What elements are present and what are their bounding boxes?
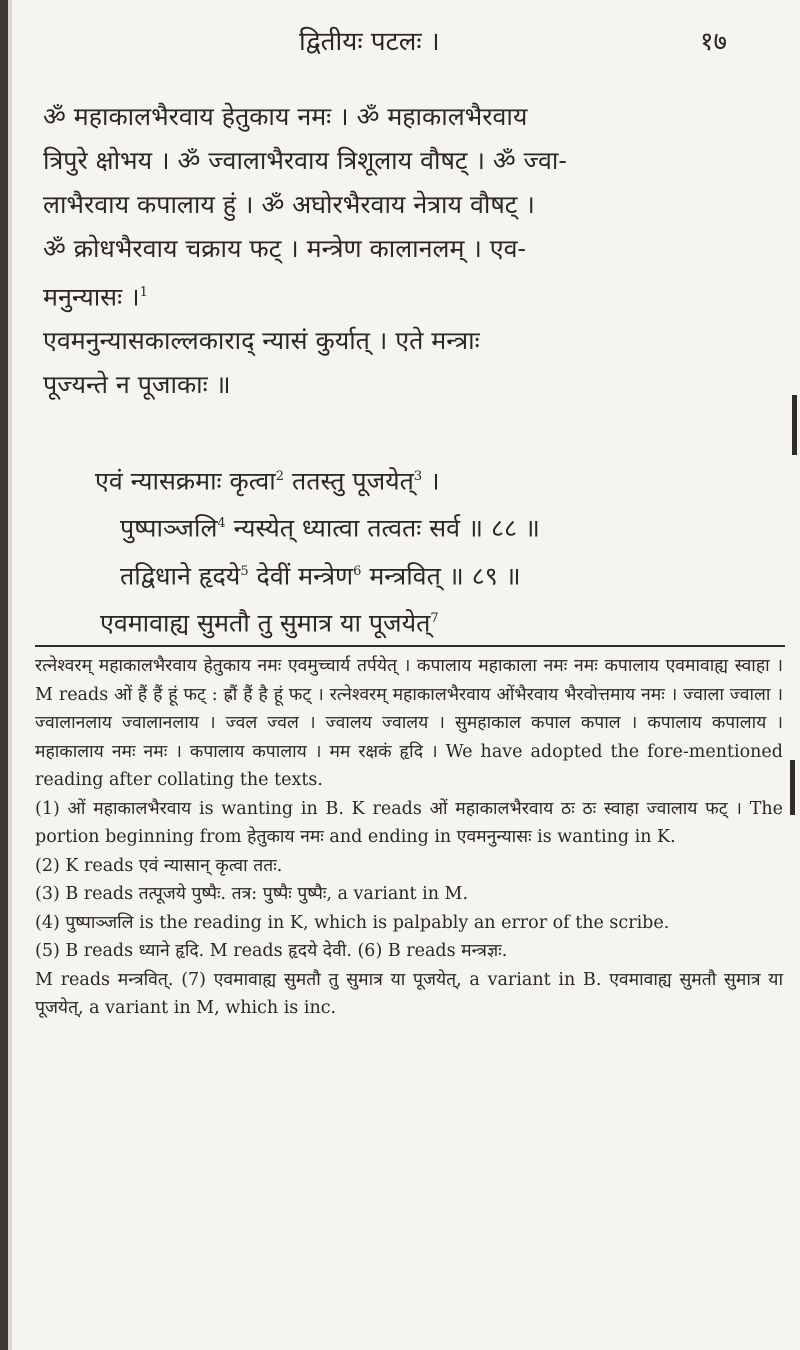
footnote-marker: 2 [275,469,285,484]
footnote-marker: 6 [353,563,362,579]
footnote-marker: 1 [139,285,148,300]
footnotes [35,652,783,1023]
page-number: १७ [700,27,728,57]
footnote-item: M reads मन्त्रवित्. (7) एवमावाह्य सुमतौ तु सुमात्र या पूजयेत्, a variant in B. एवमावाह्य सुमतौ सुमात्र या पूजयेत्, a variant in M, which is inc. [35,969,783,1018]
footnote-item: (3) B reads तत्पूजये पुष्पैः. तत्र: पुष्पैः पुष्पैः, a variant in M. [35,884,469,904]
footnote-marker: 5 [240,563,249,579]
footnote-item: (2) K reads एवं न्यासान् कृत्वा ततः. [35,855,283,876]
right-margin-mark [792,395,797,455]
mantra-line: लाभैरवाय कपालाय हुं । ॐ अघोरभैरवाय नेत्राय वौषट् । [43,190,535,219]
page-header [35,20,775,60]
footnote-item: (1) ओं महाकालभैरवाय is wanting in B. K reads ओं महाकालभैरवाय ठः ठः स्वाहा ज्वालाय फट् । The portion beginning from हेतुकाय नमः and ending in एवमनुन्यासः is wanting in K. [35,798,783,847]
mantra-line: पूज्यन्ते न पूजाकाः ॥ [43,370,231,400]
footnote-item: (5) B reads ध्याने हृदि. M reads हृदये देवी. (6) B reads मन्त्रज्ञः. [35,941,508,961]
footnote-marker: 3 [413,469,423,484]
stanza-line: एवं न्यासक्रमाः कृत्वा$^2$ ततस्तु पूजयेत्$^3$ । [95,466,440,496]
verse-stanza [95,455,755,644]
right-margin-mark [790,760,795,815]
footnote-item: (4) पुष्पाञ्जलि is the reading in K, which is palpably an error of the scribe. [35,912,670,933]
stanza-line: पुष्पाञ्जलि$^4$ न्यस्येत् ध्यात्वा तत्वतः सर्व ॥ ८८ ॥ [120,513,540,543]
stanza-line: तद्विधाने हृदये$^5$ देवीं मन्त्रेण$^6$ मन्त्रवित् ॥ ८९ ॥ [120,560,521,590]
document-page [35,0,783,1350]
mantra-line: ॐ महाकालभैरवाय हेतुकाय नमः । ॐ महाकालभैरवाय [43,102,528,131]
footnote-paragraph: रत्नेश्वरम् महाकालभैरवाय हेतुकाय नमः एवमुच्चार्य तर्पयेत् । कपालाय महाकाला नमः नमः कपालाय एवमावाह्य स्वाहा । M reads ओं हैं हैं हूं फट् : ह्रौं हैं है हूं फट् । रत्नेश्वरम् महाकालभैरवाय ओंभैरवाय भैरवोत्तमाय नमः । ज्वाला ज्वाला । ज्वालानलाय ज्वालानलाय । ज्वल ज्वल । ज्वालय ज्वालय । सुमहाकाल कपाल कपाल । कपालाय कपालाय । महाकालाय नमः नमः । कपालाय कपालाय । मम रक्षकं हृदि । We have adopted the fore-mentioned reading after collating the texts. [35,656,783,790]
page-title: द्वितीयः पटलः । [299,27,440,57]
mantra-line: मनुन्यासः ।$^1$ [43,282,148,312]
mantra-block [43,95,768,407]
mantra-line: त्रिपुरे क्षोभय । ॐ ज्वालाभैरवाय त्रिशूलाय वौषट् । ॐ ज्वा- [43,146,567,175]
left-binding-shadow [8,0,12,1350]
mantra-line: एवमनुन्यासकाल्लकाराद् न्यासं कुर्यात् । एते मन्त्राः [43,326,480,356]
left-binding-edge [0,0,8,1350]
footnote-divider [35,645,785,647]
stanza-line: एवमावाह्य सुमतौ तु सुमात्र या पूजयेत्$^7$ [100,608,439,638]
mantra-line: ॐ क्रोधभैरवाय चक्राय फट् । मन्त्रेण कालानलम् । एव- [43,234,526,263]
footnote-marker: 7 [430,610,439,626]
footnote-marker: 4 [217,516,226,532]
